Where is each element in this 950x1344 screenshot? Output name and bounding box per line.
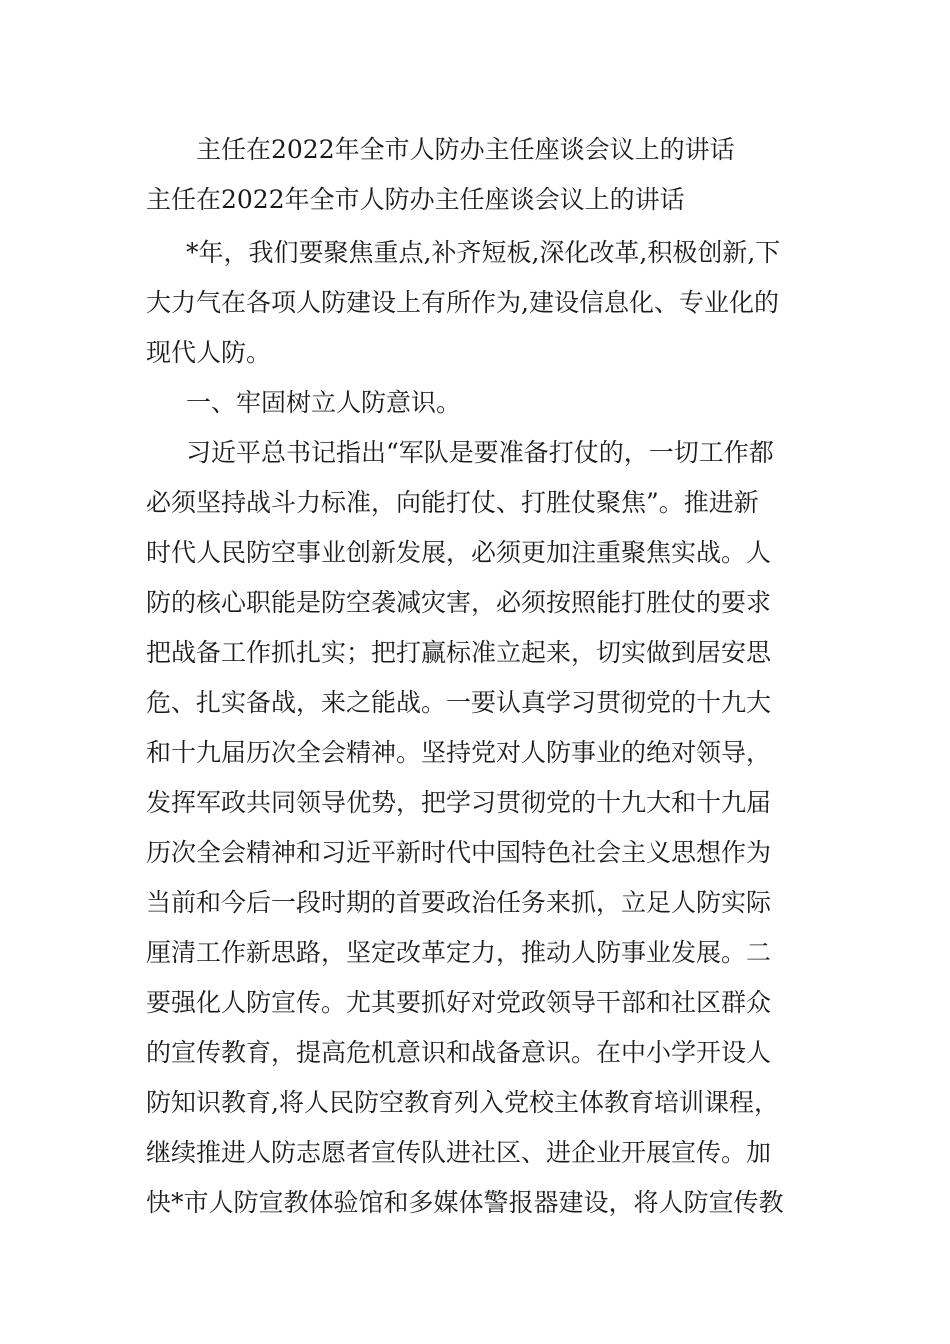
paragraph-line: 继续推进人防志愿者宣传队进社区、进企业开展宣传。加: [146, 1138, 772, 1167]
paragraph-line: 时代人民防空事业创新发展，必须更加注重聚焦实战。人: [146, 538, 772, 567]
paragraph-line: 和十九届历次全会精神。坚持党对人防事业的绝对领导，: [146, 738, 772, 767]
paragraph-line: 防的核心职能是防空袭减灾害，必须按照能打胜仗的要求: [146, 588, 772, 617]
paragraph-line: 要强化人防宣传。尤其要抓好对党政领导干部和社区群众: [146, 988, 772, 1017]
paragraph-line: 的宣传教育，提高危机意识和战备意识。在中小学开设人: [146, 1038, 772, 1067]
paragraph-line: 发挥军政共同领导优势，把学习贯彻党的十九大和十九届: [146, 788, 772, 817]
paragraph-line: 必须坚持战斗力标准，向能打仗、打胜仗聚焦”。推进新: [146, 488, 759, 517]
document-title: 主任在2022年全市人防办主任座谈会议上的讲话: [196, 135, 735, 164]
paragraph-line: 防知识教育,将人民防空教育列入党校主体教育培训课程，: [146, 1088, 779, 1117]
paragraph-line: 习近平总书记指出“军队是要准备打仗的，一切工作都: [186, 438, 774, 467]
paragraph-line: 现代人防。: [146, 338, 272, 367]
paragraph-line: 快*市人防宣教体验馆和多媒体警报器建设，将人防宣传教: [146, 1188, 784, 1217]
paragraph-line: *年，我们要聚焦重点,补齐短板,深化改革,积极创新,下: [186, 238, 781, 267]
paragraph-line: 危、扎实备战，来之能战。一要认真学习贯彻党的十九大: [146, 688, 772, 717]
document-subtitle: 主任在2022年全市人防办主任座谈会议上的讲话: [146, 185, 685, 214]
paragraph-line: 历次全会精神和习近平新时代中国特色社会主义思想作为: [146, 838, 772, 867]
paragraph-line: 大力气在各项人防建设上有所作为,建设信息化、专业化的: [146, 288, 779, 317]
section-heading: 一、牢固树立人防意识。: [186, 388, 462, 417]
paragraph-line: 把战备工作抓扎实；把打赢标准立起来，切实做到居安思: [146, 638, 772, 667]
paragraph-line: 厘清工作新思路，坚定改革定力，推动人防事业发展。二: [146, 938, 772, 967]
paragraph-line: 当前和今后一段时期的首要政治任务来抓，立足人防实际: [146, 888, 772, 917]
